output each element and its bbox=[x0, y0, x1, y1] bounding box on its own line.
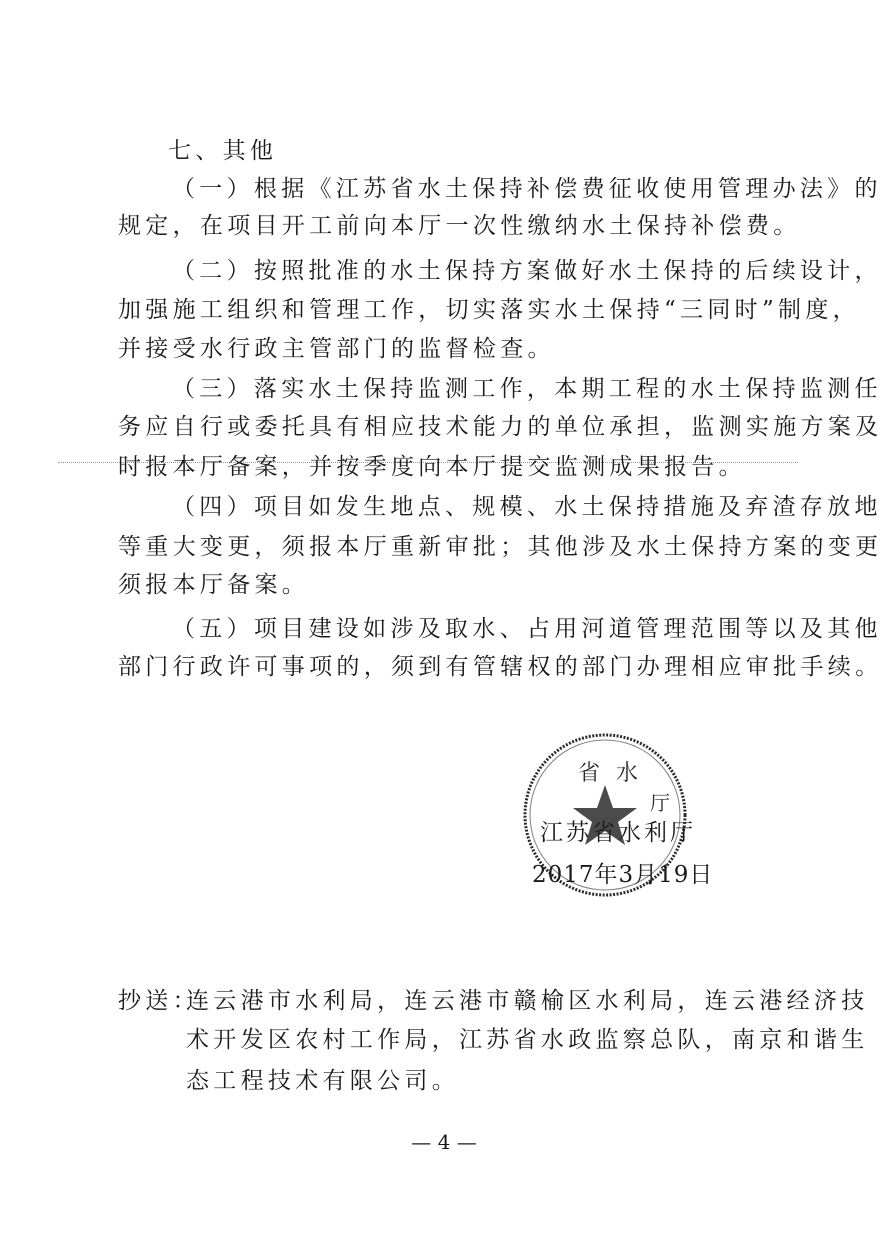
cc-label: 抄送： bbox=[118, 988, 200, 1014]
paragraph-2-line-3: 并接受水行政主管部门的监督检查。 bbox=[118, 336, 555, 362]
paragraph-4-line-2: 等重大变更，须报本厅重新审批；其他涉及水土保持方案的变更 bbox=[118, 534, 883, 560]
paragraph-3-line-1: （三）落实水土保持监测工作，本期工程的水土保持监测任 bbox=[172, 376, 882, 402]
paragraph-2-line-2: 加强施工组织和管理工作，切实落实水土保持“三同时”制度， bbox=[118, 297, 860, 323]
signature-date: 2017年3月19日 bbox=[532, 862, 714, 888]
paragraph-2-line-1: （二）按照批准的水土保持方案做好水土保持的后续设计， bbox=[172, 258, 882, 284]
page-number: — 4 — bbox=[411, 1130, 477, 1154]
cc-line-2: 术开发区农村工作局，江苏省水政监察总队，南京和谐生 bbox=[186, 1027, 869, 1053]
section-heading: 七、其他 bbox=[168, 138, 278, 164]
paragraph-5-line-1: （五）项目建设如涉及取水、占用河道管理范围等以及其他 bbox=[172, 616, 882, 642]
cc-line-1: 连云港市水利局，连云港市赣榆区水利局，连云港经济技 bbox=[186, 988, 869, 1014]
cc-line-3: 态工程技术有限公司。 bbox=[186, 1068, 459, 1094]
svg-text:省: 省 bbox=[578, 761, 601, 786]
paragraph-3-line-2: 务应自行或委托具有相应技术能力的单位承担，监测实施方案及 bbox=[118, 414, 883, 440]
paragraph-4-line-1: （四）项目如发生地点、规模、水土保持措施及弃渣存放地 bbox=[172, 494, 882, 520]
svg-text:水: 水 bbox=[616, 761, 639, 786]
paragraph-1-line-2: 规定，在项目开工前向本厅一次性缴纳水土保持补偿费。 bbox=[118, 213, 801, 239]
svg-text:厅: 厅 bbox=[650, 791, 670, 815]
paragraph-4-line-3: 须报本厅备案。 bbox=[118, 572, 310, 598]
paragraph-5-line-2: 部门行政许可事项的，须到有管辖权的部门办理相应审批手续。 bbox=[118, 654, 883, 680]
signature-issuer: 江苏省水利厅 bbox=[540, 820, 696, 846]
paragraph-1-line-1: （一）根据《江苏省水土保持补偿费征收使用管理办法》的 bbox=[172, 176, 882, 202]
paragraph-3-line-3: 时报本厅备案，并按季度向本厅提交监测成果报告。 bbox=[118, 454, 746, 480]
